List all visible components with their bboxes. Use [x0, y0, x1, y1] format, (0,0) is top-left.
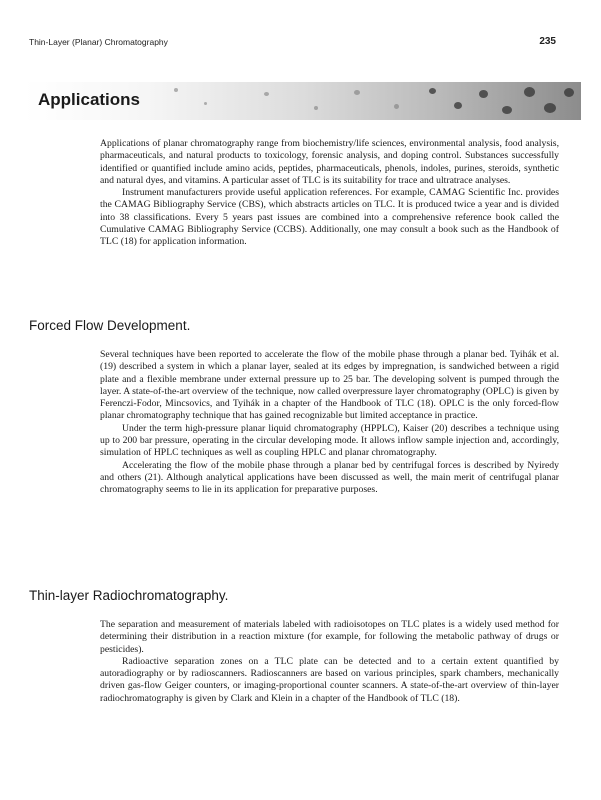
- running-header: Thin-Layer (Planar) Chromatography: [29, 37, 168, 47]
- radiochromatography-paragraph-2: Radioactive separation zones on a TLC plate can be detected and to a certain extent quantified by autoradiography or by radioscanners. Radioscanners are based on various principles, spark chambers, mechanically driven gas-flow Geiger counters, or imaging-proportional counter scanners. A state-of-the-art overview of thin-layer radiochromatography is given by Clark and Klein in a chapter of the Handbook of TLC (18).: [100, 655, 559, 704]
- radiochromatography-paragraph-1: The separation and measurement of materials labeled with radioisotopes on TLC plates is a widely used method for determining their distribution in a reaction mixture (for example, for following the metabolic pathway of drugs or pesticides).: [100, 619, 559, 655]
- forced-flow-heading: Forced Flow Development.: [29, 318, 191, 333]
- forced-flow-paragraph-1: Several techniques have been reported to accelerate the flow of the mobile phase through a planar bed. Tyihák et al. (19) described a system in which a planar layer, sealed at its edges by impregnation, is sandwiched between a rigid plate and a flexible membrane under external pressure up to 25 bar. The developing solvent is pumped through the layer. A state-of-the-art overview of the technique, now called overpressure layer chromatography (OPLC) is given by Ferenczi-Fodor, Mincsovics, and Tyihák in a chapter of the Handbook of TLC (18). OPLC is the only forced-flow planar chromatography technique that has gained recognizable but limited acceptance in practice.: [100, 349, 559, 422]
- forced-flow-paragraph-3: Accelerating the flow of the mobile phase through a planar bed by centrifugal forces is described by Nyiredy and others (21). Although analytical applications have been discussed as well, the main merit of centrifugal planar chromatography seems to lie in its application for preparative purposes.: [100, 459, 559, 496]
- applications-banner: [24, 82, 581, 120]
- applications-section: [100, 138, 559, 249]
- forced-flow-section: [100, 349, 559, 497]
- radiochromatography-section: [100, 619, 559, 705]
- radiochromatography-heading: Thin-layer Radiochromatography.: [29, 588, 229, 603]
- page-number: 235: [539, 36, 556, 47]
- applications-paragraph-2: Instrument manufacturers provide useful application references. For example, CAMAG Scientific Inc. provides the CAMAG Bibliography Service (CBS), which abstracts articles on TLC. It is produced twice a year and is divided into 38 classifications. Every 5 years past issues are combined into a comprehensive reference book called the Cumulative CAMAG Bibliography Service (CCBS). Additionally, one may consult a book such as the Handbook of TLC (18) for application information.: [100, 187, 559, 248]
- forced-flow-paragraph-2: Under the term high-pressure planar liquid chromatography (HPPLC), Kaiser (20) describes a technique using up to 200 bar pressure, operating in the circular developing mode. It allows inflow sample injection and, accordingly, simulation of HPLC techniques as well as coupling HPLC and planar chromatography.: [100, 422, 559, 459]
- applications-paragraph-1: Applications of planar chromatography range from biochemistry/life sciences, environmental analysis, food analysis, pharmaceuticals, and natural products to toxicology, forensic analysis, and doping control. Substances successfully identified or quantified include amino acids, peptides, pharmaceuticals, phenols, indoles, purines, steroids, synthetic and natural dyes, and vitamins. A particular asset of TLC is its suitability for trace and ultratrace analyses.: [100, 138, 559, 186]
- applications-heading: Applications: [38, 90, 141, 109]
